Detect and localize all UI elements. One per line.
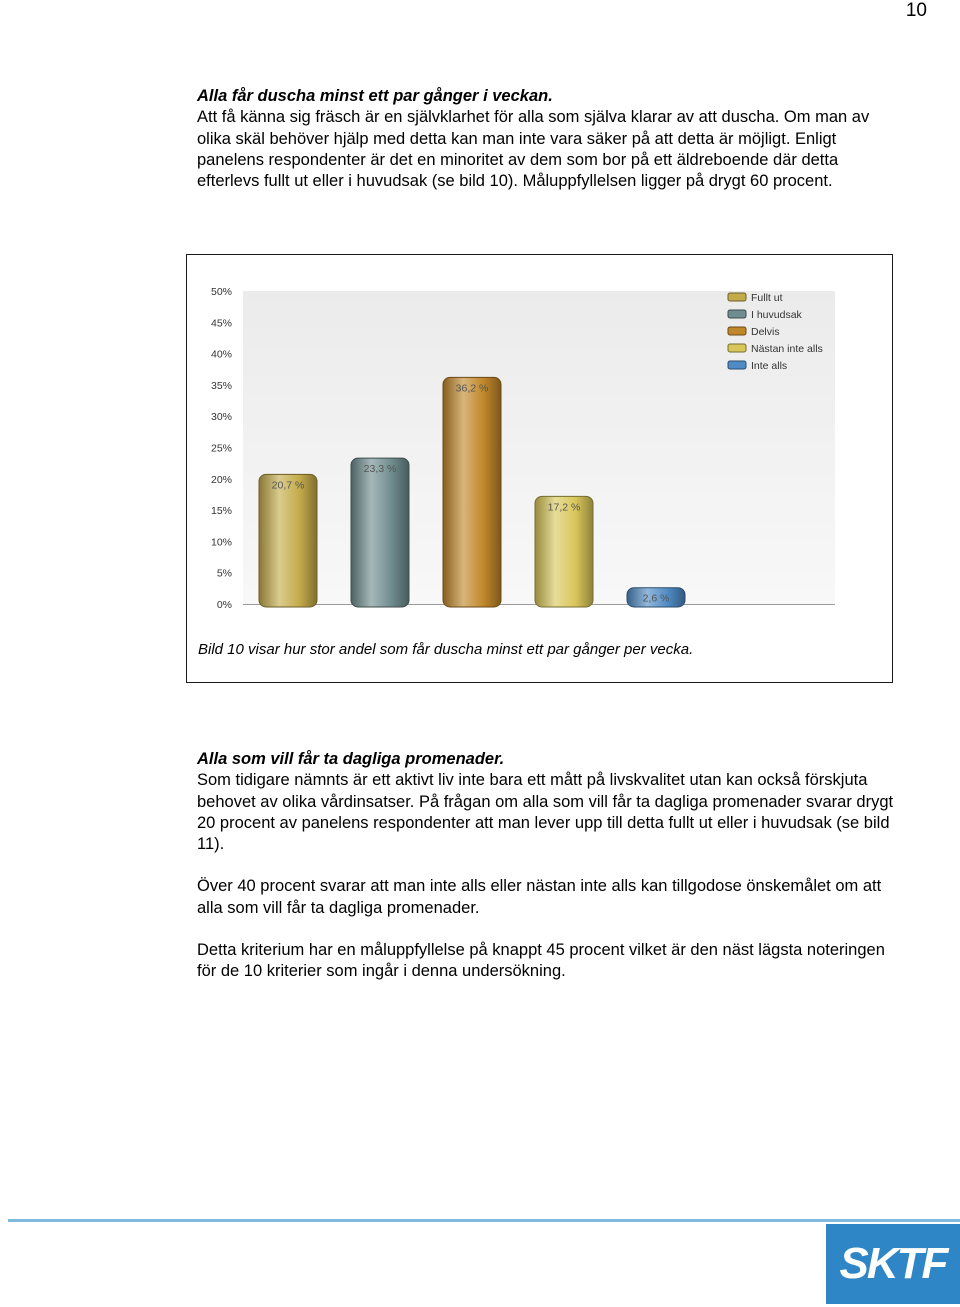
legend-swatch [728, 327, 746, 335]
section-duscha [197, 86, 897, 192]
section-body: Att få känna sig fräsch är en självklarhet för alla som själva klarar av att duscha. Om man av olika skäl behöver hjälp med detta kan man inte vara säker på att detta är möjligt. Enligt panelens respondenter är det en minoritet av dem som bor på ett äldreboende där detta efterlevs fullt ut eller i huvudsak (se bild 10). Måluppfyllelsen ligger på drygt 60 procent. [197, 108, 870, 191]
bar [259, 474, 317, 607]
y-tick-label: 35% [210, 379, 232, 392]
y-tick-label: 30% [210, 411, 232, 424]
section-heading: Alla som vill får ta dagliga promenader. [197, 750, 505, 768]
sktf-logo [826, 1224, 960, 1304]
logo-text: SKTF [839, 1239, 947, 1288]
y-tick-label: 25% [210, 442, 232, 455]
bar [351, 458, 409, 607]
section-promenader [197, 749, 897, 983]
bar-value-label: 20,7 % [271, 479, 305, 492]
legend-label: Inte alls [751, 360, 788, 372]
section-heading: Alla får duscha minst ett par gånger i veckan. [197, 87, 553, 105]
footer-divider [8, 1219, 960, 1222]
legend-label: I huvudsak [751, 309, 802, 321]
bar [443, 377, 501, 607]
y-tick-label: 45% [210, 317, 232, 330]
section-body: Som tidigare nämnts är ett aktivt liv inte bara ett mått på livskvalitet utan kan också förskjuta behovet av olika vårdinsatser. På frågan om alla som vill får ta dagliga promenader svarar drygt 20 procent av panelens respondenter att man lever upp till detta fullt ut eller i huvudsak (se bild 11). [197, 771, 894, 854]
y-tick-label: 15% [210, 505, 232, 518]
page-number: 10 [905, 0, 927, 21]
legend-swatch [728, 293, 746, 301]
y-tick-label: 20% [210, 473, 232, 486]
legend-swatch [728, 344, 746, 352]
legend-label: Delvis [751, 326, 780, 338]
bar-chart [187, 255, 892, 635]
y-tick-label: 0% [216, 599, 232, 611]
legend-swatch [728, 361, 746, 369]
legend-swatch [728, 310, 746, 318]
bar-value-label: 2,6 % [642, 592, 670, 605]
y-tick-label: 10% [210, 536, 232, 549]
figure-box [186, 254, 893, 683]
legend-label: Nästan inte alls [751, 343, 823, 355]
figure-caption: Bild 10 visar hur stor andel som får duscha minst ett par gånger per vecka. [198, 641, 694, 658]
y-tick-label: 5% [216, 567, 232, 580]
section-paragraph: Detta kriterium har en måluppfyllelse på knappt 45 procent vilket är den näst lägsta noteringen för de 10 kriterier som ingår i denna undersökning. [197, 941, 885, 981]
legend-label: Fullt ut [751, 292, 783, 304]
y-tick-label: 50% [210, 286, 232, 298]
y-tick-label: 40% [210, 348, 232, 361]
bar-value-label: 17,2 % [547, 501, 581, 514]
section-paragraph: Över 40 procent svarar att man inte alls eller nästan inte alls kan tillgodose önskemålet om att alla som vill får ta dagliga promenader. [197, 877, 882, 917]
bar-value-label: 36,2 % [455, 382, 489, 395]
bar-value-label: 23,3 % [363, 463, 397, 476]
